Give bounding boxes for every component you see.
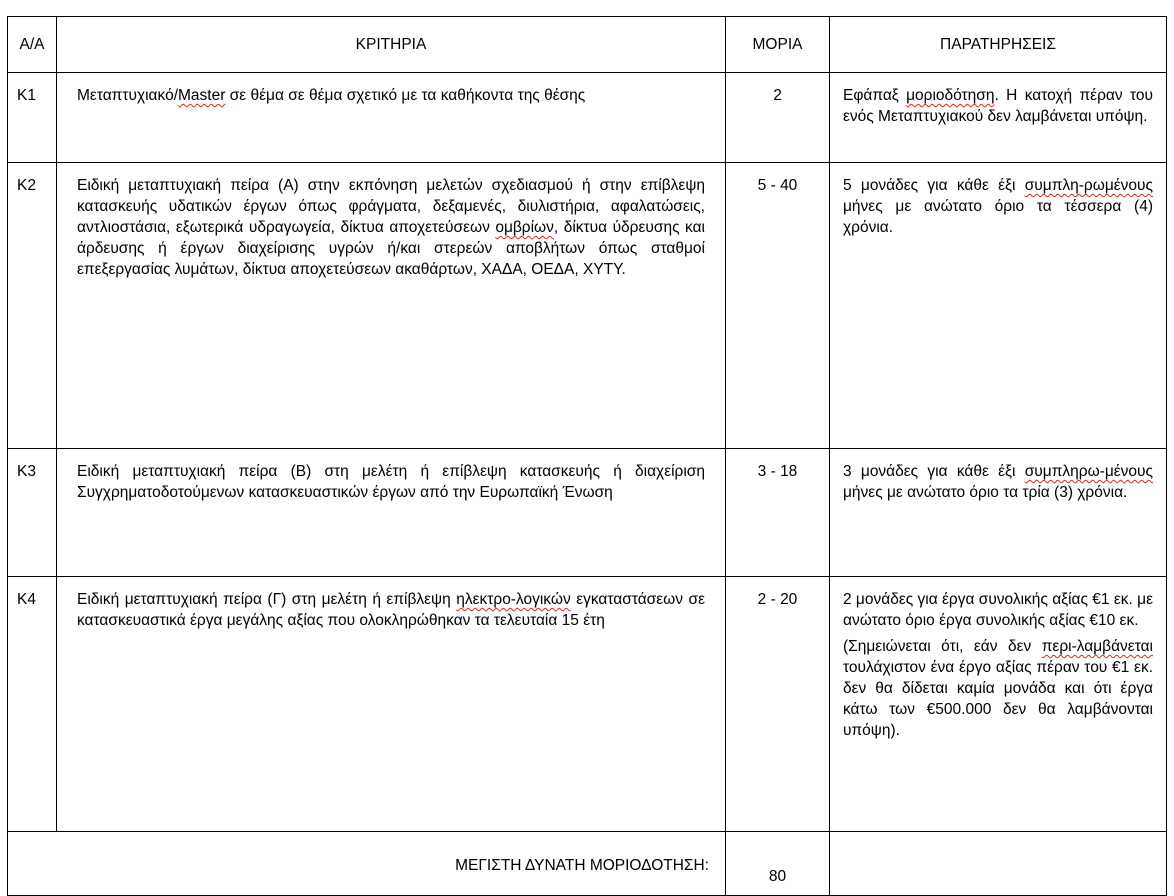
- total-remarks-empty: [830, 832, 1167, 896]
- total-label: ΜΕΓΙΣΤΗ ΔΥΝΑΤΗ ΜΟΡΙΟΔΟΤΗΣΗ:: [8, 832, 726, 896]
- criterion-text: Ειδική μεταπτυχιακή πείρα (Α) στην εκπόνηση μελετών σχεδιασμού ή στην επίβλεψη κατασκευής υδατικών έργων όπως φράγματα, δεξαμενές, διυλιστήρια, αφαλατώσεις, αντλιοστάσια, εξωτερικά υδραγωγεία, δίκτυα αποχετεύσεων ομβρίων, δίκτυα ύδρευσης και άρδευσης ή έργων διαχείρισης υγρών ή/και στερεών αποβλήτων όπως σταθμοί επεξεργασίας λυμάτων, δίκτυα αποχετεύσεων ακαθάρτων, ΧΑΔΑ, ΟΕΔΑ, ΧΥΤΥ.: [57, 163, 726, 449]
- spellcheck-flagged-word: ομβρίων: [495, 219, 554, 236]
- spellcheck-flagged-word: Master: [178, 87, 226, 104]
- scoring-criteria-table: [7, 16, 1167, 896]
- row-code: Κ2: [8, 163, 57, 449]
- header-points: ΜΟΡΙΑ: [726, 17, 830, 73]
- points-value: 3 - 18: [726, 449, 830, 577]
- spellcheck-flagged-word: ηλεκτρο-λογικών: [456, 591, 571, 608]
- points-value: 2: [726, 73, 830, 163]
- header-aa: Α/Α: [8, 17, 57, 73]
- header-remarks: ΠΑΡΑΤΗΡΗΣΕΙΣ: [830, 17, 1167, 73]
- spellcheck-flagged-word: συμπληρω-μένους: [1024, 463, 1153, 480]
- spellcheck-flagged-word: περι-λαμβάνεται: [1041, 638, 1153, 655]
- spellcheck-flagged-word: συμπλη-ρωμένους: [1024, 177, 1153, 194]
- remarks-note: (Σημειώνεται ότι, εάν δεν περι-λαμβάνεται τουλάχιστον ένα έργο αξίας πέραν του €1 εκ. δεν θα δίδεται καμία μονάδα και ότι έργα κάτω των €500.000 δεν θα λαμβάνονται υπόψη).: [843, 638, 1153, 739]
- points-value: 5 - 40: [726, 163, 830, 449]
- total-value: 80: [726, 832, 830, 896]
- remarks-text: Εφάπαξ μοριοδότηση. Η κατοχή πέραν του ενός Μεταπτυχιακού δεν λαμβάνεται υπόψη.: [830, 73, 1167, 163]
- table-row: [8, 73, 1167, 163]
- row-code: Κ3: [8, 449, 57, 577]
- row-code: Κ1: [8, 73, 57, 163]
- remarks-text: 5 μονάδες για κάθε έξι συμπλη-ρωμένους μήνες με ανώτατο όριο τα τέσσερα (4) χρόνια.: [830, 163, 1167, 449]
- row-code: Κ4: [8, 577, 57, 832]
- header-criteria: ΚΡΙΤΗΡΙΑ: [57, 17, 726, 73]
- table-row: [8, 577, 1167, 832]
- remarks-text: 2 μονάδες για έργα συνολικής αξίας €1 εκ. με ανώτατο όριο έργα συνολικής αξίας €10 εκ. (Σημειώνεται ότι, εάν δεν περι-λαμβάνεται τουλάχιστον ένα έργο αξίας πέραν του €1 εκ. δεν θα δίδεται καμία μονάδα και ότι έργα κάτω των €500.000 δεν θα λαμβάνονται υπόψη).: [830, 577, 1167, 832]
- points-value: 2 - 20: [726, 577, 830, 832]
- table-header-row: [8, 17, 1167, 73]
- criterion-text: Μεταπτυχιακό/Master σε θέμα σε θέμα σχετικό με τα καθήκοντα της θέσης: [57, 73, 726, 163]
- criterion-text: Ειδική μεταπτυχιακή πείρα (Γ) στη μελέτη ή επίβλεψη ηλεκτρο-λογικών εγκαταστάσεων σε κατασκευαστικά έργα μεγάλης αξίας που ολοκληρώθηκαν τα τελευταία 15 έτη: [57, 577, 726, 832]
- spellcheck-flagged-word: μοριοδότηση: [906, 87, 995, 104]
- total-row: [8, 832, 1167, 896]
- table-row: [8, 449, 1167, 577]
- table-row: [8, 163, 1167, 449]
- criterion-text: Ειδική μεταπτυχιακή πείρα (Β) στη μελέτη ή επίβλεψη κατασκευής ή διαχείριση Συγχρηματοδοτούμενων κατασκευαστικών έργων από την Ευρωπαϊκή Ένωση: [57, 449, 726, 577]
- remarks-text: 3 μονάδες για κάθε έξι συμπληρω-μένους μήνες με ανώτατο όριο τα τρία (3) χρόνια.: [830, 449, 1167, 577]
